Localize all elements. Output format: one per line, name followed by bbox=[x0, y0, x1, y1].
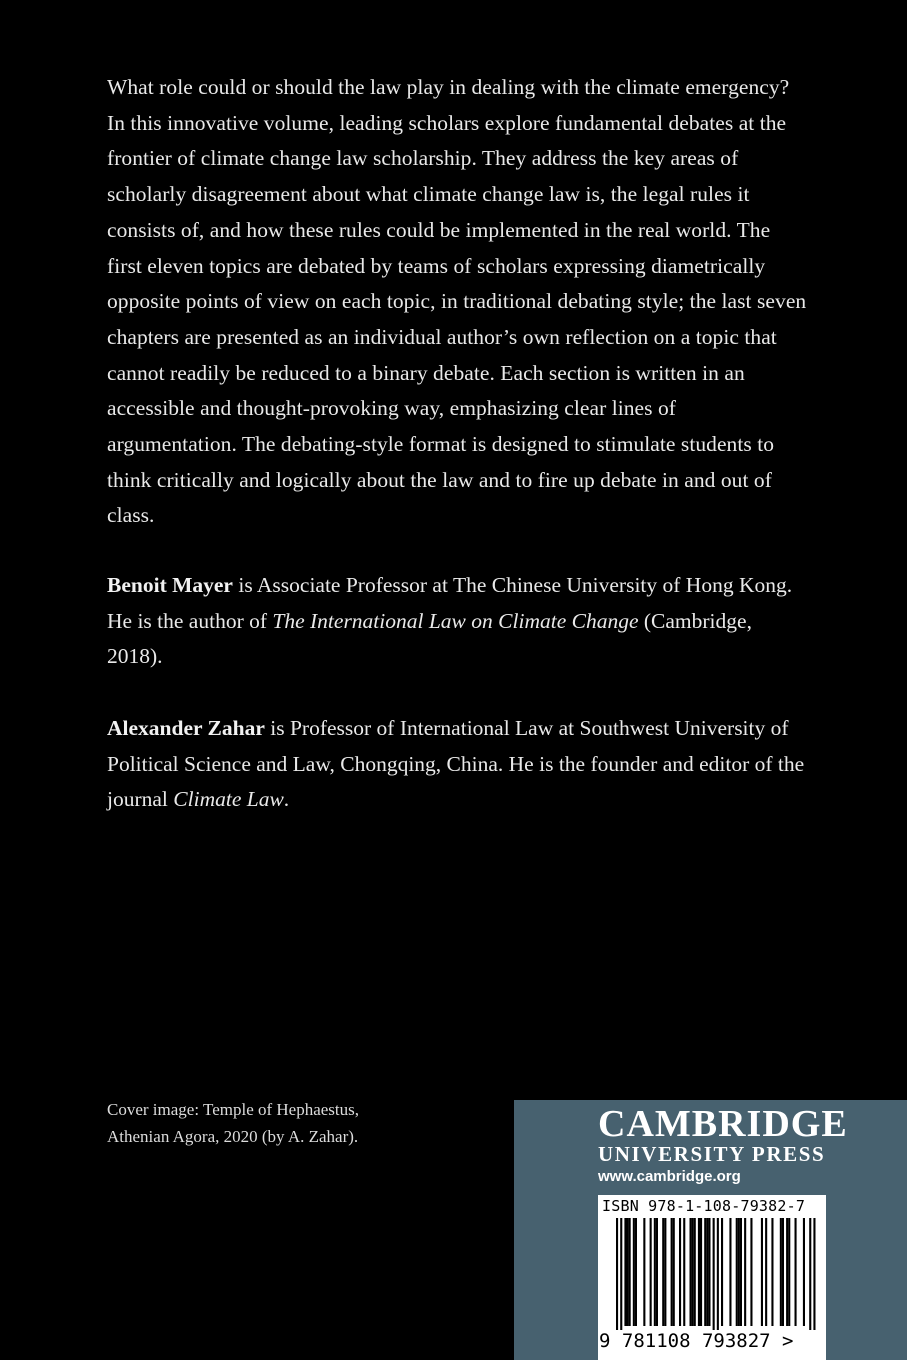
barcode-bar bbox=[692, 1218, 694, 1326]
barcode-bar bbox=[698, 1218, 700, 1326]
barcode-guard-bar bbox=[616, 1218, 618, 1330]
barcode-bar bbox=[690, 1218, 692, 1326]
barcode-bar bbox=[788, 1218, 790, 1326]
author-bio-text: is Professor of International Law at Southwest University of Political Science and Law, Chongqing, China. He is the founder and editor of the journal bbox=[107, 716, 805, 812]
publisher-panel bbox=[514, 1100, 907, 1360]
barcode-bar bbox=[704, 1218, 706, 1326]
barcode-guard-bar bbox=[620, 1218, 622, 1330]
barcode-bar bbox=[744, 1218, 746, 1326]
barcode-bar bbox=[629, 1218, 631, 1326]
barcode-bars bbox=[602, 1218, 822, 1330]
barcode-bar bbox=[786, 1218, 788, 1326]
barcode-bar bbox=[643, 1218, 645, 1326]
cover-image-credit bbox=[107, 1096, 467, 1150]
barcode-bar bbox=[729, 1218, 731, 1326]
barcode-bar bbox=[736, 1218, 738, 1326]
barcode-bar bbox=[694, 1218, 696, 1326]
barcode-bar bbox=[656, 1218, 658, 1326]
barcode-guard-bar bbox=[717, 1218, 719, 1330]
publisher-logo-name: CAMBRIDGE bbox=[598, 1103, 848, 1145]
barcode-bar bbox=[706, 1218, 708, 1326]
barcode-bar bbox=[780, 1218, 782, 1326]
author-bio-mayer bbox=[107, 568, 807, 675]
barcode-bar bbox=[761, 1218, 763, 1326]
publisher-url: www.cambridge.org bbox=[598, 1168, 741, 1185]
barcode-bar bbox=[738, 1218, 740, 1326]
author-bio-end: (Cambridge, 2018). bbox=[107, 608, 752, 669]
barcode-bar bbox=[679, 1218, 681, 1326]
book-title: The International Law on Climate Change bbox=[272, 608, 639, 633]
barcode-bar bbox=[795, 1218, 797, 1326]
barcode-bar bbox=[782, 1218, 784, 1326]
barcode-bar bbox=[673, 1218, 675, 1326]
barcode-bar bbox=[635, 1218, 637, 1326]
author-bio-end: . bbox=[283, 787, 290, 812]
isbn-label: ISBN 978-1-108-79382-7 bbox=[602, 1197, 806, 1215]
credit-line-1: Cover image: Temple of Hephaestus, bbox=[107, 1100, 360, 1119]
barcode-bar bbox=[650, 1218, 652, 1326]
isbn-barcode bbox=[598, 1195, 826, 1360]
barcode-bar bbox=[624, 1218, 626, 1326]
barcode-bar bbox=[683, 1218, 685, 1326]
publisher-logo-subtitle: UNIVERSITY PRESS bbox=[598, 1142, 826, 1166]
author-name: Alexander Zahar bbox=[107, 716, 265, 740]
author-bio-zahar bbox=[107, 711, 807, 818]
barcode-guard-bar bbox=[713, 1218, 715, 1330]
barcode-bar bbox=[662, 1218, 664, 1326]
barcode-bar bbox=[700, 1218, 702, 1326]
barcode-bar bbox=[721, 1218, 723, 1326]
barcode-bar bbox=[771, 1218, 773, 1326]
barcode-bar bbox=[671, 1218, 673, 1326]
barcode-bar bbox=[664, 1218, 666, 1326]
barcode-bar bbox=[765, 1218, 767, 1326]
barcode-bar bbox=[654, 1218, 656, 1326]
barcode-bar bbox=[708, 1218, 710, 1326]
barcode-bar bbox=[627, 1218, 629, 1326]
back-cover-blurb: What role could or should the law play in dealing with the climate emergency? In this innovative volume, leading scholars explore fundamental debates at the frontier of climate change law scholarship. They address the key areas of scholarly disagreement about what climate change law is, the legal rules it consists of, and how these rules could be implemented in the real world. The first eleven topics are debated by teams of scholars expressing diametrically opposite points of view on each topic, in traditional debating style; the last seven chapters are presented as an individual author’s own reflection on a topic that cannot readily be reduced to a binary debate. Each section is written in an accessible and thought-provoking way, emphasizing clear lines of argumentation. The debating-style format is designed to stimulate students to think critically and logically about the law and to fire up debate in and out of class. bbox=[107, 75, 807, 528]
barcode-bar bbox=[633, 1218, 635, 1326]
barcode-digits: 9 781108 793827 > bbox=[599, 1330, 794, 1352]
author-bio-text: is Associate Professor at The Chinese University of Hong Kong. He is the author of bbox=[107, 573, 793, 633]
author-name: Benoit Mayer bbox=[107, 573, 233, 597]
credit-line-2: Athenian Agora, 2020 (by A. Zahar). bbox=[107, 1127, 359, 1146]
barcode-bar bbox=[740, 1218, 742, 1326]
barcode-guard-bar bbox=[813, 1218, 815, 1330]
barcode-guard-bar bbox=[809, 1218, 811, 1330]
barcode-bar bbox=[750, 1218, 752, 1326]
journal-title: Climate Law bbox=[173, 787, 284, 812]
barcode-bar bbox=[803, 1218, 805, 1326]
